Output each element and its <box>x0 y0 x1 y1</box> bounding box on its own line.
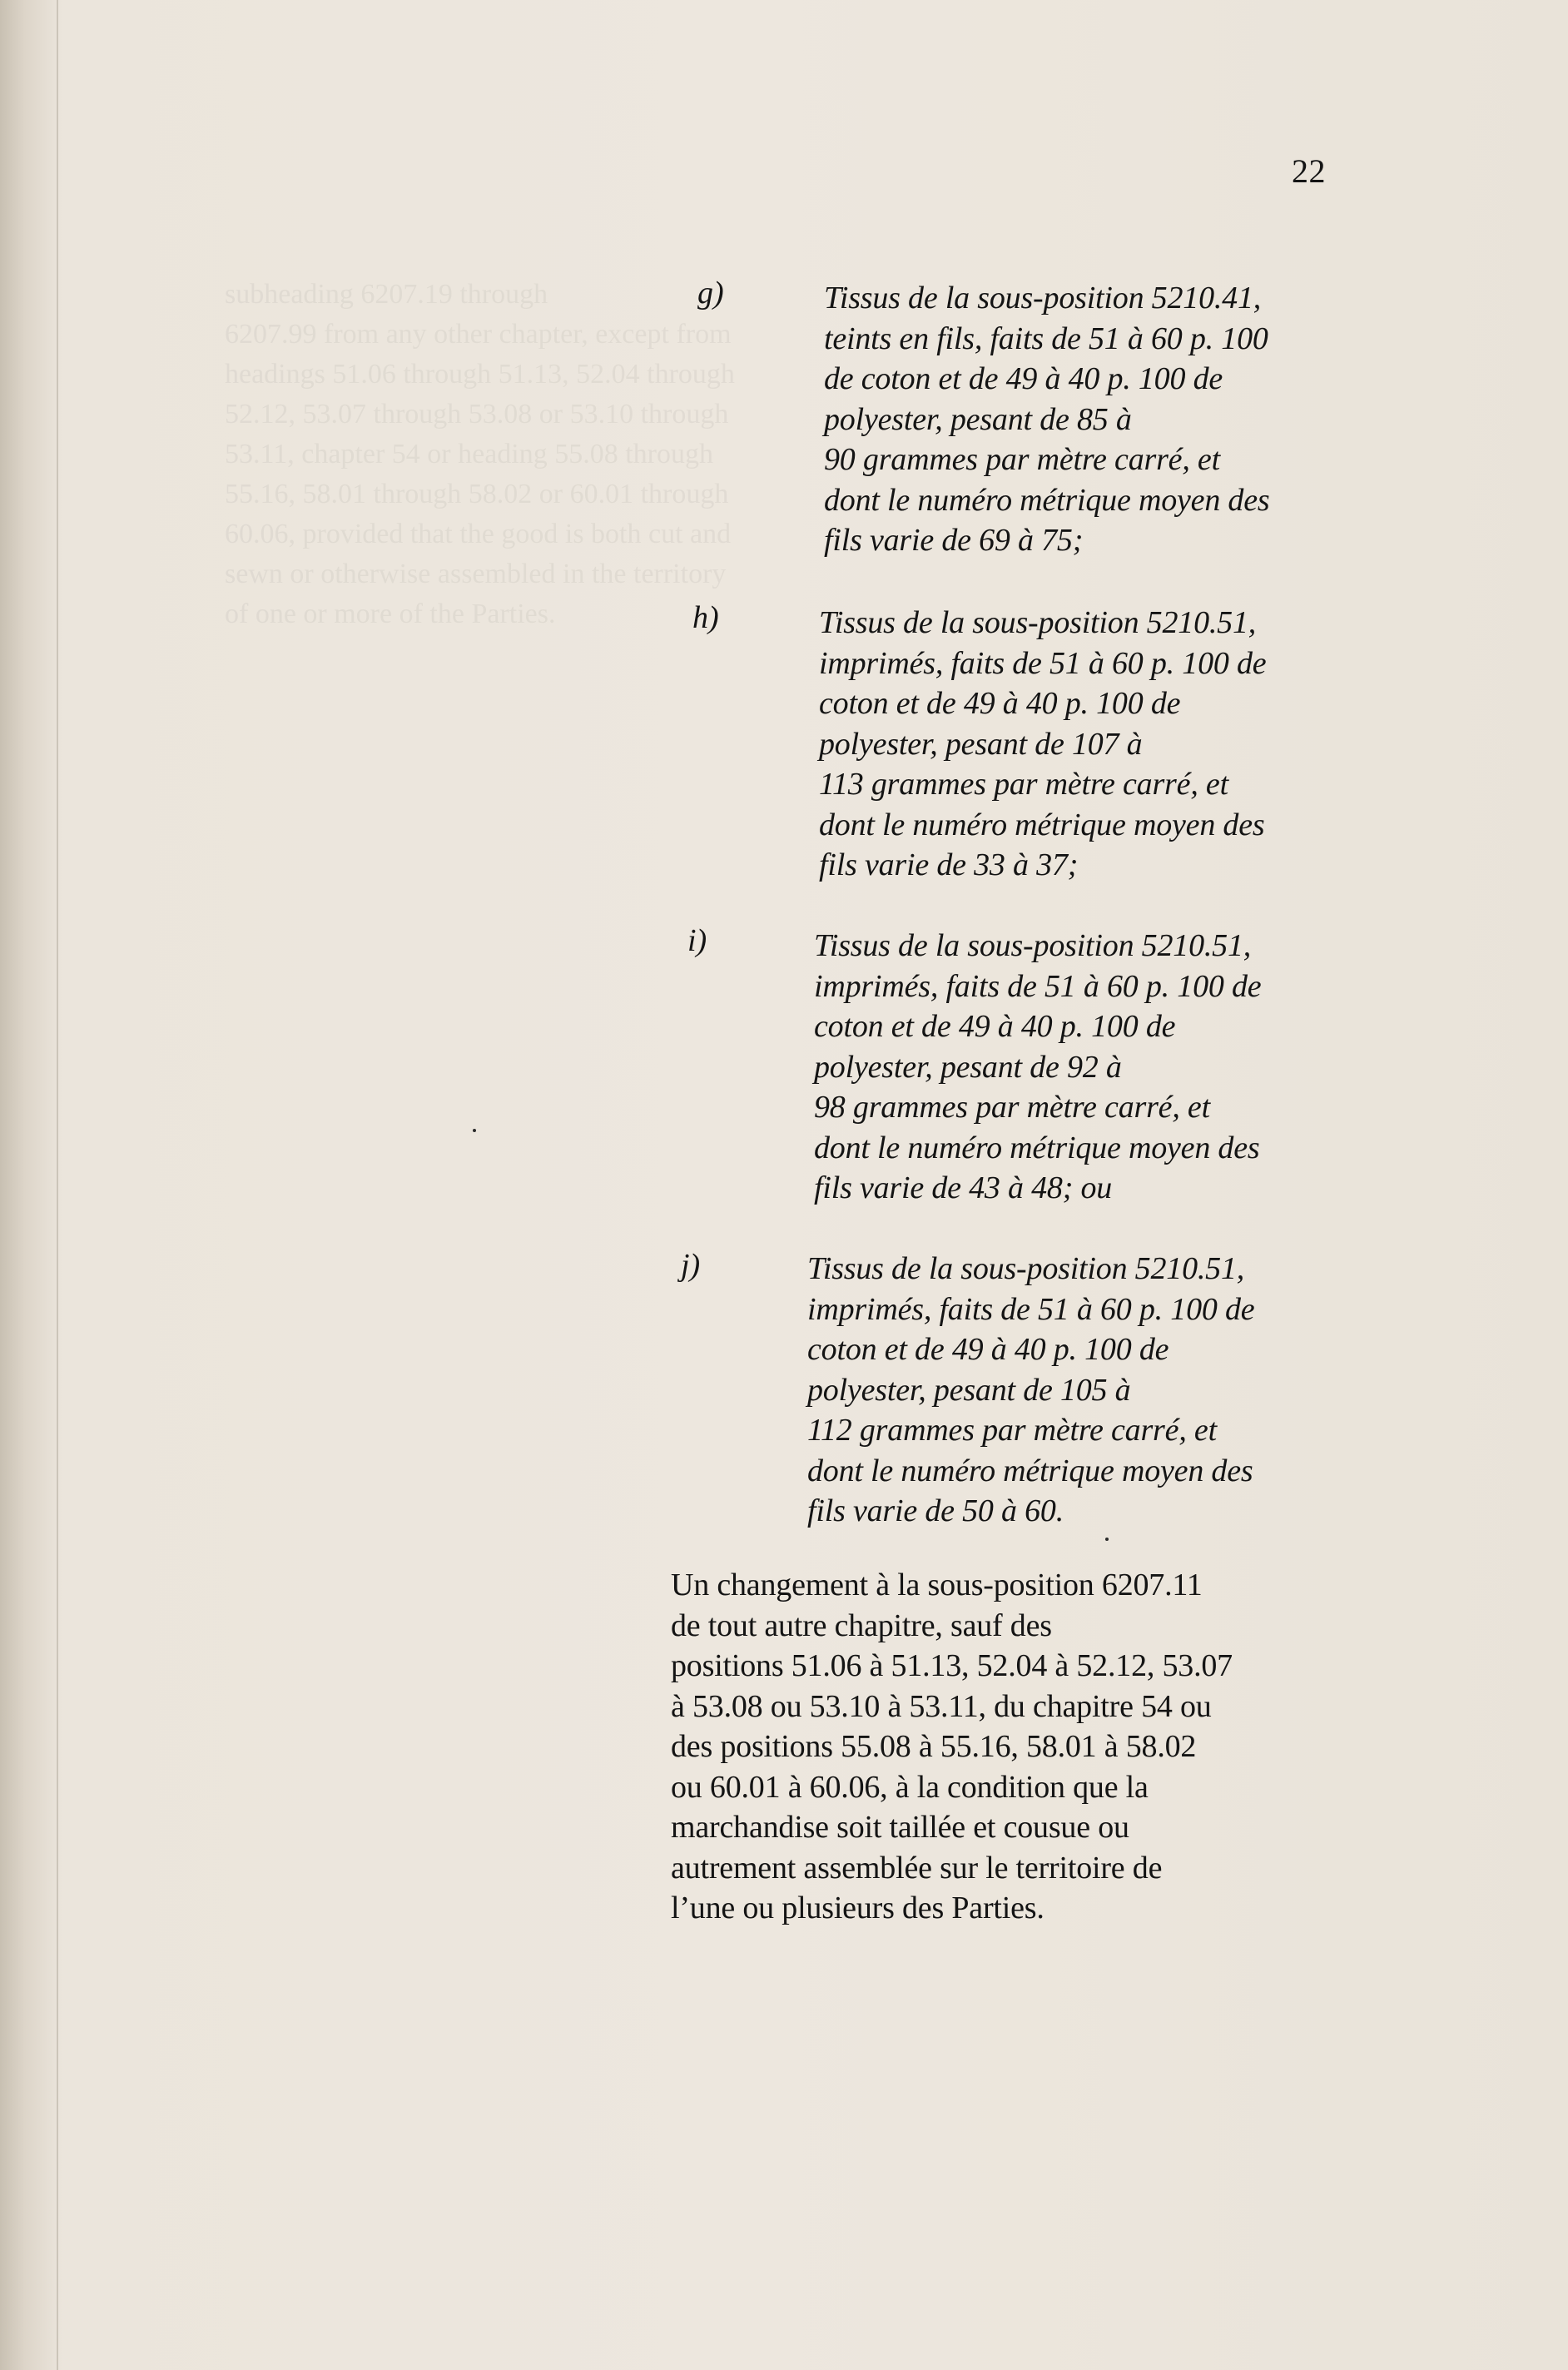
ink-dot <box>473 1129 476 1132</box>
item-line: polyester, pesant de 85 à <box>824 401 1132 437</box>
list-item-h <box>819 603 1266 886</box>
item-label-g: g) <box>697 276 724 311</box>
item-line: dont le numéro métrique moyen des <box>814 1130 1260 1165</box>
item-line: Tissus de la sous-position 5210.51, <box>819 605 1257 640</box>
item-line: imprimés, faits de 51 à 60 p. 100 de <box>814 968 1262 1004</box>
rule-line: des positions 55.08 à 55.16, 58.01 à 58.02 <box>671 1729 1197 1764</box>
item-label-i: i) <box>687 923 707 958</box>
item-label-h: h) <box>692 600 719 635</box>
item-line: fils varie de 33 à 37; <box>819 847 1079 882</box>
item-line: 90 grammes par mètre carré, et <box>824 442 1220 477</box>
rule-line: à 53.08 ou 53.10 à 53.11, du chapitre 54 ou <box>671 1688 1212 1724</box>
item-line: coton et de 49 à 40 p. 100 de <box>807 1332 1169 1367</box>
item-line: dont le numéro métrique moyen des <box>807 1453 1253 1488</box>
item-line: 98 grammes par mètre carré, et <box>814 1090 1210 1125</box>
rule-line: positions 51.06 à 51.13, 52.04 à 52.12, 53.07 <box>671 1648 1233 1683</box>
rule-line: de tout autre chapitre, sauf des <box>671 1607 1052 1643</box>
item-line: de coton et de 49 à 40 p. 100 de <box>824 361 1223 396</box>
rule-line: ou 60.01 à 60.06, à la condition que la <box>671 1769 1149 1805</box>
item-line: fils varie de 69 à 75; <box>824 523 1084 558</box>
item-line: Tissus de la sous-position 5210.51, <box>807 1251 1245 1286</box>
item-line: imprimés, faits de 51 à 60 p. 100 de <box>807 1291 1255 1327</box>
item-line: fils varie de 43 à 48; ou <box>814 1170 1113 1205</box>
item-line: coton et de 49 à 40 p. 100 de <box>814 1009 1176 1044</box>
binding-gutter <box>57 0 58 2370</box>
list-item-j <box>807 1249 1254 1532</box>
item-line: imprimés, faits de 51 à 60 p. 100 de <box>819 645 1267 681</box>
item-line: 112 grammes par mètre carré, et <box>807 1413 1217 1448</box>
page-number: 22 <box>1292 152 1326 190</box>
item-line: dont le numéro métrique moyen des <box>824 482 1270 518</box>
show-through-text: subheading 6207.19 through 6207.99 from any other chapter, except from headings 51.06 through 51.13, 52.04 through 52.12, 53.07 through 53.08 or 53.10 through 53.11, chapter 54 or heading 55.08 through 55.16, 58.01 through 58.02 or 60.01 through 60.06, provided that the good is both cut and sewn or otherwise assembled in the territory of one or more of the Parties. <box>225 279 735 629</box>
item-line: Tissus de la sous-position 5210.41, <box>824 281 1262 316</box>
item-line: dont le numéro métrique moyen des <box>819 807 1265 842</box>
rule-line: l’une ou plusieurs des Parties. <box>671 1891 1045 1925</box>
item-line: 113 grammes par mètre carré, et <box>819 767 1228 802</box>
item-line: Tissus de la sous-position 5210.51, <box>814 928 1252 963</box>
item-label-j: j) <box>681 1248 701 1283</box>
rule-line: marchandise soit taillée et cousue ou <box>671 1810 1129 1845</box>
list-item-g <box>824 278 1269 561</box>
list-item-i <box>814 926 1261 1209</box>
item-line: polyester, pesant de 92 à <box>814 1049 1122 1085</box>
tariff-rule-paragraph <box>671 1565 1233 1929</box>
item-line: polyester, pesant de 105 à <box>807 1372 1131 1408</box>
item-line: teints en fils, faits de 51 à 60 p. 100 <box>824 320 1268 356</box>
item-line: fils varie de 50 à 60. <box>807 1493 1064 1528</box>
item-line: coton et de 49 à 40 p. 100 de <box>819 686 1181 721</box>
ink-dot <box>1105 1538 1109 1541</box>
rule-line: Un changement à la sous-position 6207.11 <box>671 1568 1203 1602</box>
item-line: polyester, pesant de 107 à <box>819 726 1143 762</box>
rule-line: autrement assemblée sur le territoire de <box>671 1850 1163 1886</box>
